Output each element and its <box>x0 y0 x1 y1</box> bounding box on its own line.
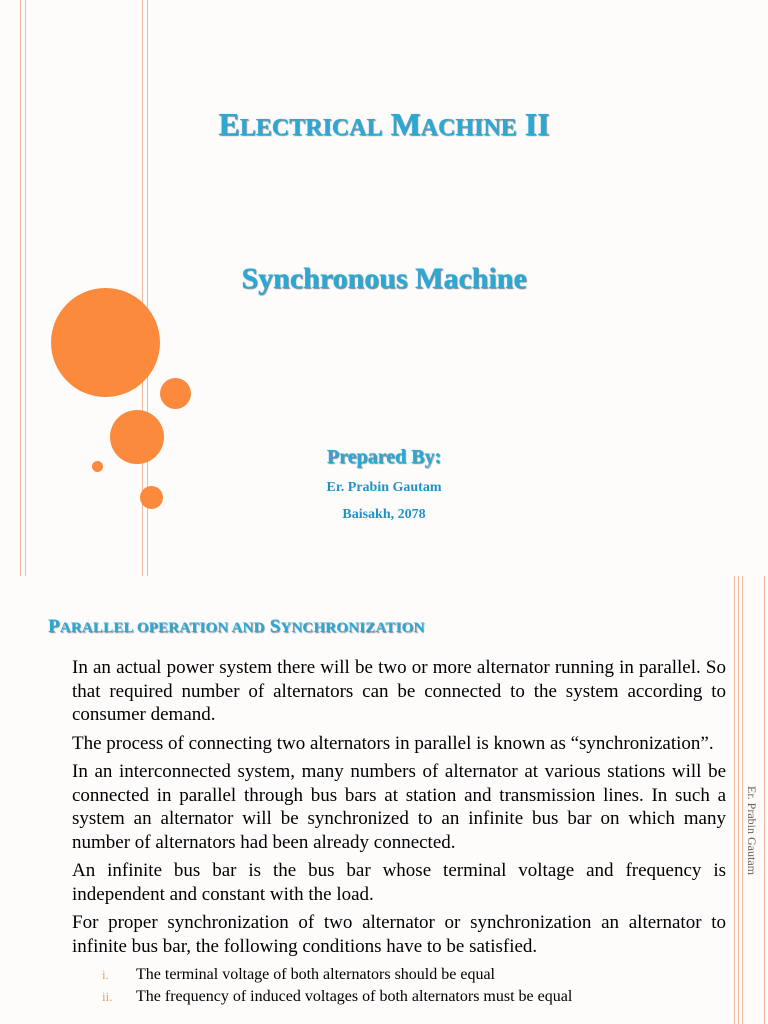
side-author-label: Er. Prabin Gautam <box>745 786 759 875</box>
paragraph: In an interconnected system, many numbers of alternator at various stations will be connected in parallel through bus bars at station and transmission lines. In such a system an alternator will be synchronized to an infinite bus bar on which many number of alternators had been already connected. <box>72 761 726 853</box>
decor-line <box>742 576 743 1024</box>
content-body <box>72 656 726 1008</box>
paragraph: In an actual power system there will be two or more alternator running in parallel. So that required number of alternators can be connected to the system according to consumer demand. <box>72 657 726 725</box>
decor-line <box>738 576 739 1024</box>
author-name: Er. Prabin Gautam <box>326 480 442 495</box>
content-slide-heading: PARALLEL OPERATION AND SYNCHRONIZATION <box>48 616 425 637</box>
prepared-by-label: Prepared By: <box>326 446 442 468</box>
list-item: ii. The frequency of induced voltages of both alternators must be equal <box>102 988 573 1005</box>
conditions-list <box>72 964 726 1008</box>
list-item: i. The terminal voltage of both alternators should be equal <box>102 966 495 983</box>
decor-line <box>734 576 735 1024</box>
presentation-date: Baisakh, 2078 <box>342 507 426 522</box>
paragraph: The process of connecting two alternators in parallel is known as “synchronization”. <box>72 732 714 754</box>
decor-circle-large <box>51 288 160 397</box>
decor-line <box>764 576 765 1024</box>
paragraph: For proper synchronization of two alternator or synchronization an alternator to infinite bus bar, the following conditions have to be satisfied. <box>72 912 726 957</box>
slide-subtitle: Synchronous Machine <box>241 262 527 295</box>
paragraph: An infinite bus bar is the bus bar whose terminal voltage and frequency is independent and constant with the load. <box>72 860 726 905</box>
decor-circle <box>160 378 191 409</box>
slide-title: ELECTRICAL MACHINE II <box>218 106 550 142</box>
